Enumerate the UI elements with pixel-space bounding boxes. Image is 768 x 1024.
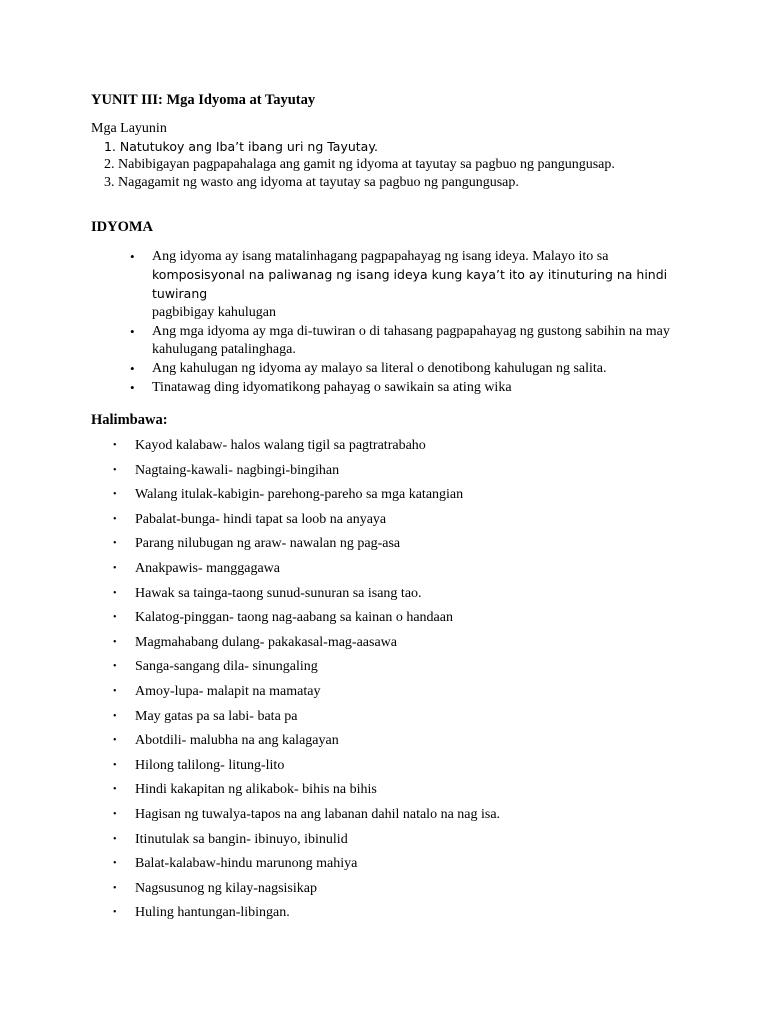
example-text: Itinutulak sa bangin- ibinuyo, ibinulid (135, 831, 348, 847)
example-item (113, 658, 500, 683)
bullet-icon: • (113, 562, 117, 574)
example-item (113, 634, 500, 659)
example-item (113, 535, 500, 560)
example-text: Hawak sa tainga-taong sunud-sunuran sa isang tao. (135, 585, 422, 601)
example-item (113, 781, 500, 806)
example-text: Kayod kalabaw- halos walang tigil sa pagtratrabaho (135, 438, 426, 453)
example-text: Hindi kakapitan ng alikabok- bihis na bihis (135, 782, 377, 798)
bullet-icon: • (130, 249, 135, 264)
bullet-icon: • (113, 513, 117, 525)
bullet-icon: • (113, 858, 117, 870)
idyoma-definition-list (130, 248, 690, 398)
bullet-icon: • (113, 489, 117, 501)
example-text: Parang nilubugan ng araw- nawalan ng pag-asa (135, 536, 401, 552)
bullet-icon: • (130, 324, 135, 339)
halimbawa-heading: Halimbawa: (91, 412, 168, 428)
example-text: Amoy-lupa- malapit na mamatay (135, 683, 321, 699)
bullet-icon: • (113, 636, 117, 648)
example-item (113, 437, 500, 462)
objectives-list (104, 138, 615, 192)
definition-line: pagbibigay kahulugan (152, 305, 277, 320)
example-item (113, 831, 500, 856)
example-text: Anakpawis- manggagawa (135, 560, 281, 576)
example-item (113, 904, 500, 929)
example-item (113, 732, 500, 757)
example-item (113, 462, 500, 487)
objective-item: 2. Nabibigayan pagpapahalaga ang gamit ng idyoma at tayutay sa pagbuo ng pangungusap. (104, 157, 615, 172)
bullet-icon: • (113, 685, 117, 697)
bullet-icon: • (113, 882, 117, 894)
definition-line: komposisyonal na paliwanag ng isang ideya kung kaya’t ito ay itinuturing na hindi tuwirang (152, 267, 668, 301)
bullet-icon: • (113, 587, 117, 599)
definition-item (130, 360, 690, 378)
bullet-icon: • (113, 440, 117, 451)
definition-item (130, 248, 690, 322)
example-item (113, 880, 500, 905)
example-text: Abotdili- malubha na ang kalagayan (135, 733, 339, 749)
unit-title: YUNIT III: Mga Idyoma at Tayutay (91, 92, 316, 108)
example-item (113, 560, 500, 585)
example-text: Balat-kalabaw-hindu marunong mahiya (135, 856, 358, 872)
example-item (113, 708, 500, 733)
example-item (113, 855, 500, 880)
example-item (113, 806, 500, 831)
example-item (113, 683, 500, 708)
example-text: Pabalat-bunga- hindi tapat sa loob na anyaya (135, 511, 387, 527)
example-item (113, 511, 500, 536)
definition-text: Tinatawag ding idyomatikong pahayag o sawikain sa ating wika (152, 380, 512, 395)
definition-item (130, 379, 690, 397)
bullet-icon: • (130, 361, 135, 376)
bullet-icon: • (113, 710, 117, 722)
objective-item: 3. Nagagamit ng wasto ang idyoma at tayutay sa pagbuo ng pangungusap. (104, 175, 519, 190)
example-text: Walang itulak-kabigin- parehong-pareho sa mga katangian (135, 487, 464, 503)
bullet-icon: • (113, 784, 117, 796)
example-item (113, 757, 500, 782)
bullet-icon: • (113, 661, 117, 673)
example-text: Nagsusunog ng kilay-nagsisikap (135, 880, 317, 896)
example-item (113, 486, 500, 511)
bullet-icon: • (130, 380, 135, 395)
example-text: Magmahabang dulang- pakakasal-mag-aasawa (135, 634, 397, 650)
definition-text: Ang mga idyoma ay mga di-tuwiran o di tahasang pagpapahayag ng gustong sabihin na may kahulugang patalinghaga. (152, 324, 670, 357)
example-text: May gatas pa sa labi- bata pa (135, 708, 298, 724)
bullet-icon: • (113, 464, 117, 476)
definition-item (130, 323, 690, 359)
bullet-icon: • (113, 538, 117, 550)
objectives-heading: Mga Layunin (91, 121, 167, 136)
bullet-icon: • (113, 612, 117, 624)
bullet-icon: • (113, 735, 117, 747)
bullet-icon: • (113, 759, 117, 771)
idyoma-heading: IDYOMA (91, 219, 154, 235)
example-text: Hagisan ng tuwalya-tapos na ang labanan dahil natalo na nag isa. (135, 806, 501, 822)
bullet-icon: • (113, 907, 117, 919)
objective-item: 1. Natutukoy ang Iba’t ibang uri ng Tayutay. (104, 139, 378, 154)
bullet-icon: • (113, 808, 117, 820)
example-item (113, 609, 500, 634)
example-item (113, 585, 500, 610)
example-text: Nagtaing-kawali- nagbingi-bingihan (135, 462, 340, 478)
example-text: Sanga-sangang dila- sinungaling (135, 659, 318, 675)
example-text: Kalatog-pinggan- taong nag-aabang sa kainan o handaan (135, 610, 453, 626)
example-text: Huling hantungan-libingan. (135, 905, 290, 921)
definition-text: Ang kahulugan ng idyoma ay malayo sa literal o denotibong kahulugan ng salita. (152, 361, 607, 376)
example-text: Hilong talilong- litung-lito (135, 757, 285, 773)
examples-list (113, 437, 500, 929)
definition-line: Ang idyoma ay isang matalinhagang pagpapahayag ng isang ideya. Malayo ito sa (152, 249, 609, 264)
bullet-icon: • (113, 833, 117, 845)
